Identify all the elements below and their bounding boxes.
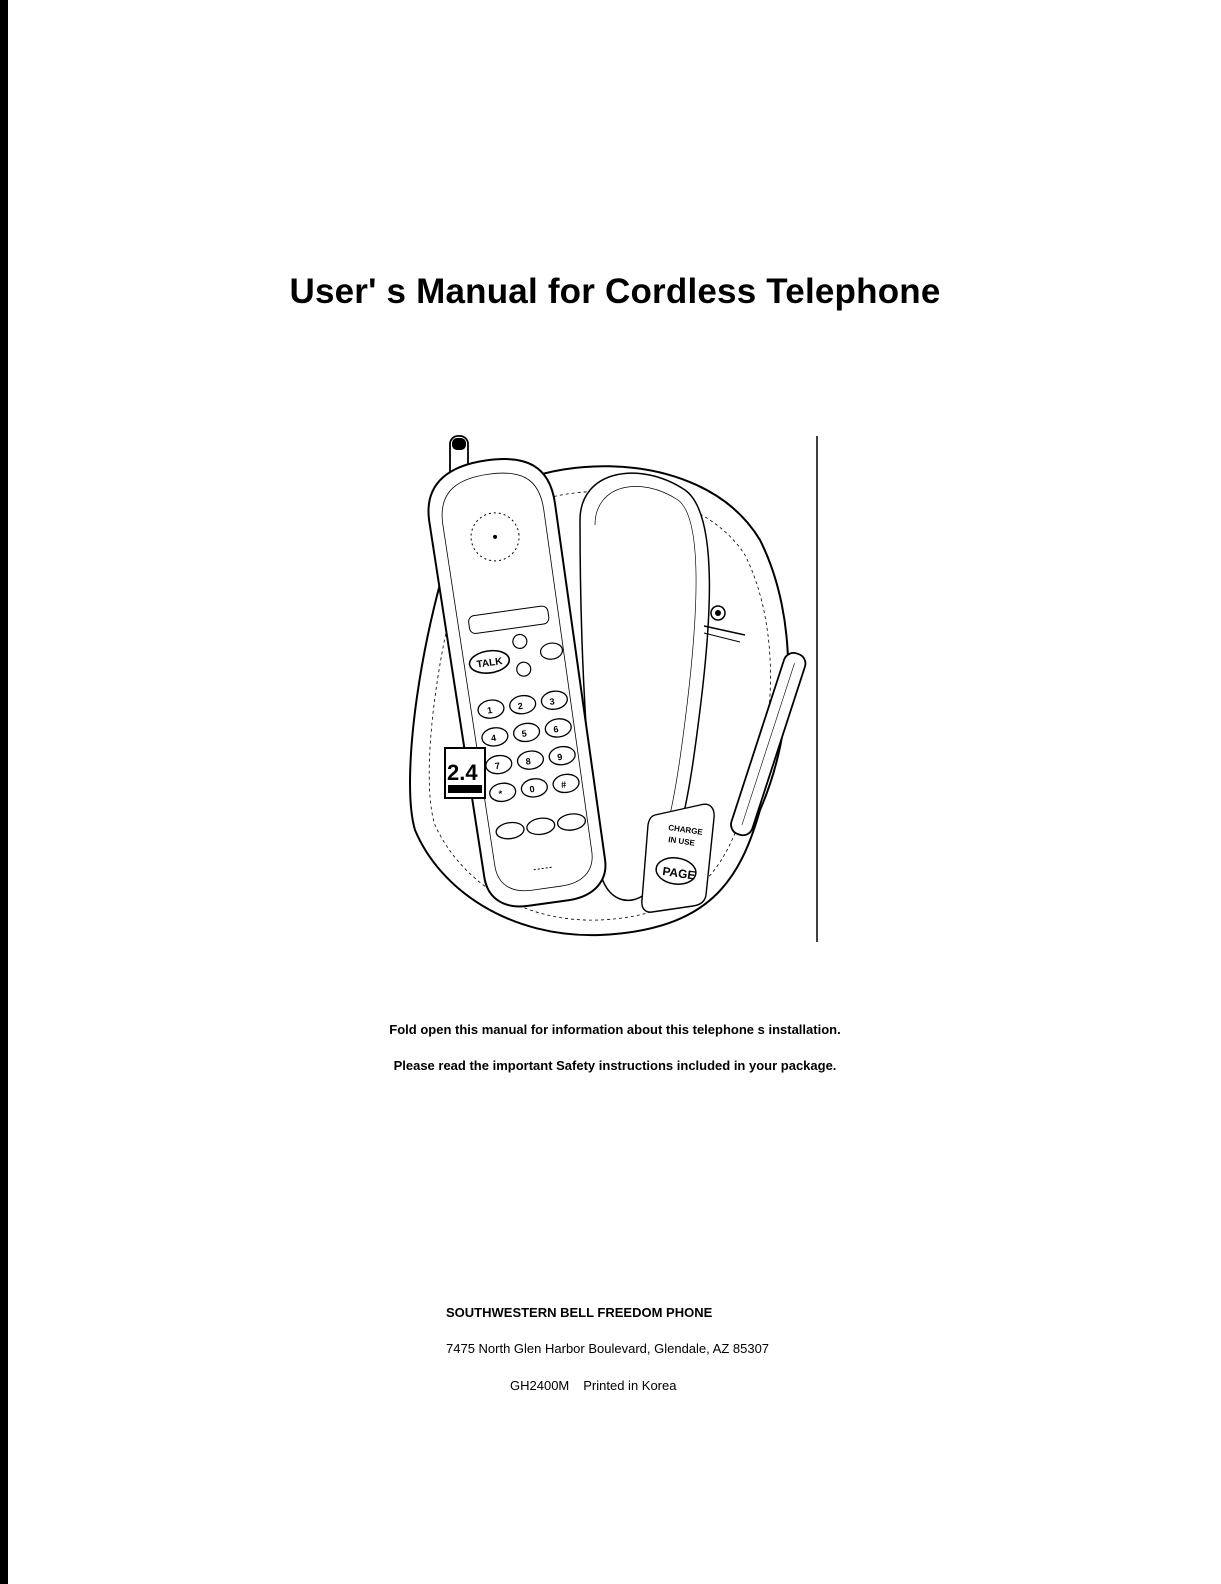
svg-text:TALK: TALK bbox=[475, 656, 504, 671]
svg-text:7: 7 bbox=[494, 760, 501, 772]
svg-text:IN USE: IN USE bbox=[667, 835, 696, 848]
model-line bbox=[510, 1378, 676, 1393]
company-address: 7475 North Glen Harbor Boulevard, Glendale, AZ 85307 bbox=[446, 1341, 770, 1356]
phone-drawing bbox=[400, 430, 830, 950]
svg-text:0: 0 bbox=[528, 783, 536, 795]
svg-text:CHARGE: CHARGE bbox=[667, 823, 704, 837]
svg-text:5: 5 bbox=[521, 728, 528, 740]
company-name: SOUTHWESTERN BELL FREEDOM PHONE bbox=[446, 1305, 713, 1320]
svg-text:3: 3 bbox=[548, 696, 556, 707]
model-number: GH2400M bbox=[510, 1378, 570, 1393]
svg-text:#: # bbox=[560, 779, 567, 791]
svg-text:6: 6 bbox=[552, 723, 560, 735]
left-border-rule bbox=[0, 0, 8, 1584]
svg-text:2: 2 bbox=[517, 700, 524, 712]
svg-text:9: 9 bbox=[556, 751, 564, 763]
svg-text:4: 4 bbox=[490, 732, 497, 744]
svg-text:1: 1 bbox=[486, 705, 493, 716]
fold-open-notice: Fold open this manual for information about this telephone s installation. bbox=[389, 1022, 841, 1037]
safety-notice: Please read the important Safety instructions included in your package. bbox=[393, 1058, 837, 1073]
svg-text:2.4: 2.4 bbox=[447, 760, 478, 785]
svg-text:PAGE: PAGE bbox=[661, 864, 697, 883]
cordless-phone-illustration bbox=[400, 430, 830, 950]
base-antenna bbox=[728, 650, 808, 837]
svg-text:8: 8 bbox=[524, 756, 532, 767]
svg-text:*: * bbox=[498, 788, 504, 799]
page-title: User' s Manual for Cordless Telephone bbox=[289, 272, 941, 311]
printed-location: Printed in Korea bbox=[583, 1378, 677, 1393]
